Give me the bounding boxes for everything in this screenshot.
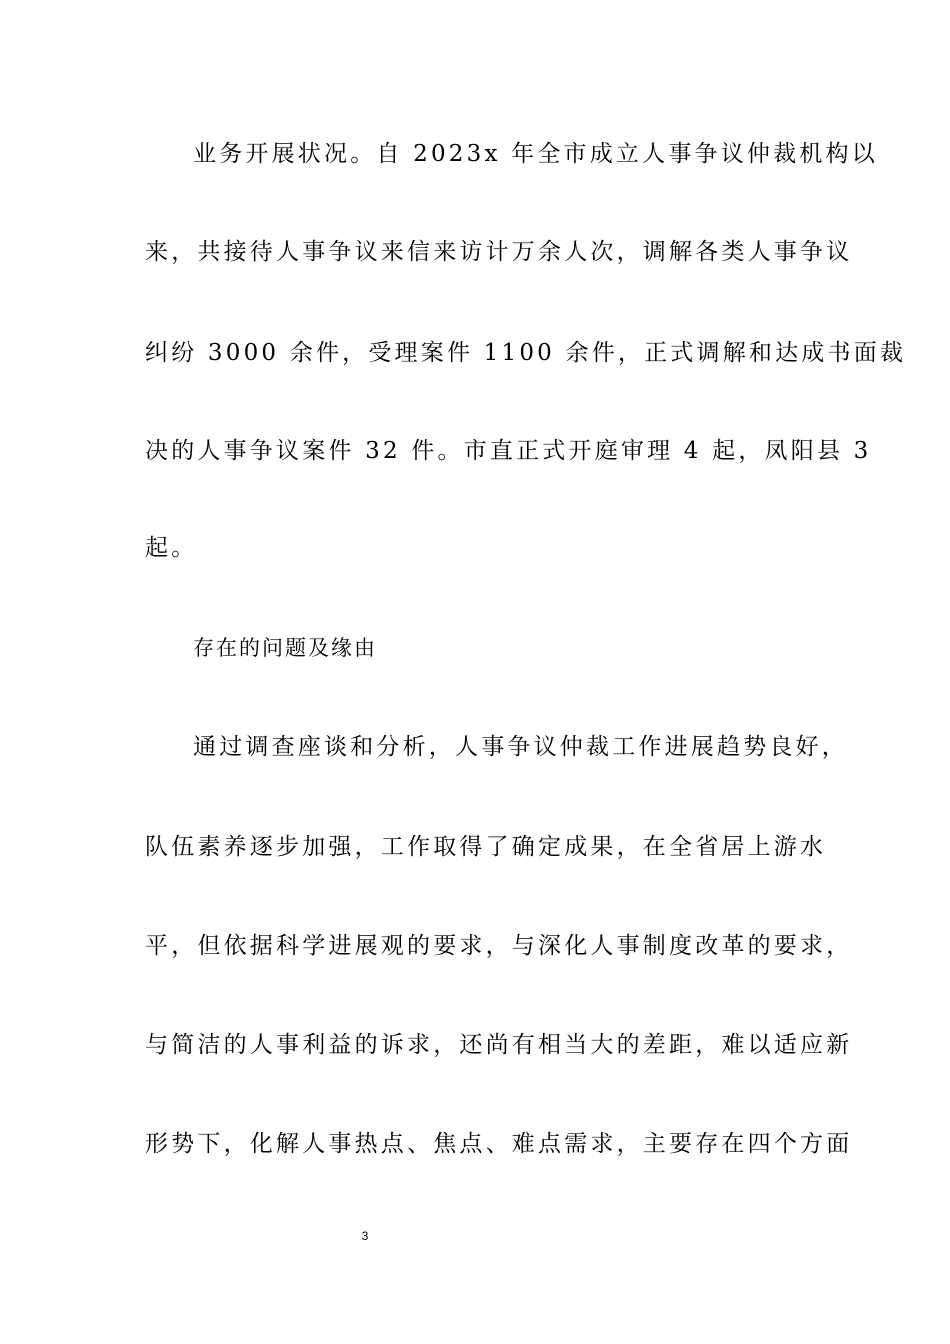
paragraph2-line-4: 与简洁的人事利益的诉求，还尚有相当大的差距，难以适应新 <box>145 1032 853 1058</box>
paragraph1-line-5: 起。 <box>145 535 198 561</box>
paragraph2-line-1: 通过调查座谈和分析，人事争议仲裁工作进展趋势良好， <box>193 734 848 760</box>
paragraph2-line-5: 形势下，化解人事热点、焦点、难点需求，主要存在四个方面 <box>145 1131 853 1157</box>
section-heading: 存在的问题及缘由 <box>193 636 377 660</box>
paragraph2-line-3: 平，但依据科学进展观的要求，与深化人事制度改革的要求， <box>145 933 853 959</box>
paragraph2-line-2: 队伍素养逐步加强，工作取得了确定成果，在全省居上游水 <box>145 834 827 860</box>
paragraph1-line-2: 来，共接待人事争议来信来访计万余人次，调解各类人事争议 <box>145 239 853 265</box>
paragraph1-line-4: 决的人事争议案件 32 件。市直正式开庭审理 4 起，凤阳县 3 <box>145 438 872 464</box>
paragraph1-line-3: 纠纷 3000 余件，受理案件 1100 余件，正式调解和达成书面裁 <box>145 340 907 366</box>
paragraph1-line-1: 业务开展状况。自 2023x 年全市成立人事争议仲裁机构以 <box>193 141 878 167</box>
page-number: 3 <box>361 1229 369 1243</box>
